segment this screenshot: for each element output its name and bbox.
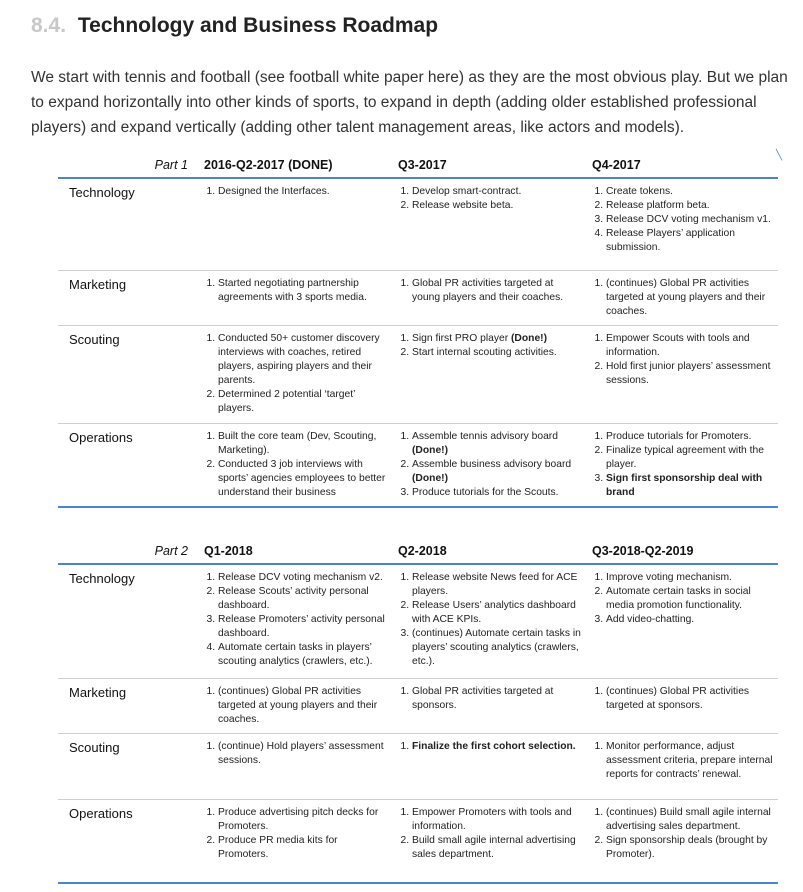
- task-text: Global PR activities targeted at young players and their coaches.: [412, 277, 564, 303]
- task-list: [398, 685, 582, 713]
- table-cell: [392, 325, 586, 423]
- task-item: [412, 806, 582, 834]
- task-item: [218, 185, 388, 199]
- task-text: Empower Promoters with tools and information.: [412, 806, 572, 832]
- task-text: (continues) Global PR activities targeted at young players and their coaches.: [606, 277, 766, 317]
- task-text: Release Scouts’ activity personal dashboard.: [218, 586, 369, 611]
- task-item: [606, 332, 774, 360]
- task-item: [412, 685, 582, 713]
- table-cell: [392, 564, 586, 678]
- task-item: [606, 213, 774, 227]
- task-text: (continues) Automate certain tasks in players’ scouting analytics (crawlers, etc.).: [412, 628, 581, 667]
- task-item: [606, 227, 774, 255]
- task-item: [218, 332, 388, 388]
- task-item: [218, 430, 388, 458]
- task-item: [412, 571, 582, 599]
- task-list: [398, 430, 582, 500]
- task-text: (continues) Global PR activities targeted at sponsors.: [606, 685, 750, 711]
- row-category: Scouting: [58, 733, 198, 799]
- task-text: Automate certain tasks in players’ scouting analytics (crawlers, etc.).: [218, 642, 373, 667]
- task-text: Finalize typical agreement with the player.: [606, 444, 764, 470]
- task-text-bold: Sign first sponsorship deal with brand: [606, 472, 763, 498]
- task-list: [592, 430, 774, 500]
- row-category: Operations: [58, 423, 198, 507]
- task-text: Monitor performance, adjust assessment criteria, prepare internal reports for contracts’ renewal.: [606, 740, 773, 780]
- task-text: Produce advertising pitch decks for Promoters.: [218, 806, 379, 832]
- task-text: Automate certain tasks in social media promotion functionality.: [606, 586, 751, 611]
- section-number: 8.4.: [31, 14, 67, 37]
- roadmap-table-part2: [58, 538, 778, 884]
- column-header: Q3-2018-Q2-2019: [586, 538, 778, 564]
- task-item: [412, 627, 582, 669]
- table-row: [58, 564, 778, 678]
- table-cell: [586, 270, 778, 325]
- task-list: [204, 571, 388, 669]
- task-list: [398, 185, 582, 213]
- table-cell: [392, 733, 586, 799]
- table-cell: [586, 733, 778, 799]
- task-text: Started negotiating partnership agreements with 3 sports media.: [218, 277, 367, 303]
- table-header-row: [58, 538, 778, 564]
- task-item: [218, 388, 388, 416]
- table-cell: [586, 564, 778, 678]
- task-item: [412, 199, 582, 213]
- task-text: Built the core team (Dev, Scouting, Marketing).: [218, 430, 377, 456]
- task-item: [606, 360, 774, 388]
- task-item: [606, 571, 774, 585]
- task-list: [204, 332, 388, 416]
- row-category: Technology: [58, 178, 198, 270]
- task-item: [412, 599, 582, 627]
- task-text: Release Players’ application submission.: [606, 228, 735, 253]
- row-category: Marketing: [58, 270, 198, 325]
- table-cell: [392, 678, 586, 733]
- intro-paragraph: [31, 65, 796, 140]
- task-text: Sign first PRO player: [412, 332, 511, 344]
- task-text: Hold first junior players’ assessment sessions.: [606, 360, 771, 386]
- task-text: (continue) Hold players’ assessment sessions.: [218, 740, 384, 766]
- task-list: [592, 806, 774, 862]
- table-cell: [586, 178, 778, 270]
- task-text: Start internal scouting activities.: [412, 346, 557, 358]
- task-list: [398, 332, 582, 360]
- task-item: [606, 740, 774, 782]
- task-text: Release platform beta.: [606, 200, 710, 211]
- row-category: Scouting: [58, 325, 198, 423]
- task-list: [398, 571, 582, 669]
- table-cell: [586, 423, 778, 507]
- task-item: [606, 806, 774, 834]
- task-text: Empower Scouts with tools and information.: [606, 332, 750, 358]
- row-category: Technology: [58, 564, 198, 678]
- table-row: [58, 270, 778, 325]
- task-item: [218, 834, 388, 862]
- task-list: [398, 740, 582, 754]
- task-item: [606, 277, 774, 319]
- task-text-bold: (Done!): [511, 332, 548, 344]
- table-row: [58, 678, 778, 733]
- task-text: Assemble tennis advisory board: [412, 430, 558, 442]
- task-item: [218, 685, 388, 727]
- task-text: Improve voting mechanism.: [606, 572, 732, 583]
- section-title: Technology and Business Roadmap: [77, 14, 439, 37]
- task-text: Release Promoters’ activity personal dashboard.: [218, 614, 385, 639]
- task-text: Develop smart-contract.: [412, 186, 522, 197]
- task-text: Assemble business advisory board: [412, 458, 572, 470]
- task-text: Release website News feed for ACE players.: [412, 572, 578, 597]
- task-list: [204, 740, 388, 768]
- task-text: Release DCV voting mechanism v2.: [218, 572, 383, 583]
- corner-mark-icon: ╲: [776, 150, 783, 161]
- task-text: Conducted 50+ customer discovery interviews with coaches, retired players, aspiring players and their parents.: [218, 332, 380, 386]
- task-list: [398, 806, 582, 862]
- task-item: [606, 834, 774, 862]
- table-cell: [392, 178, 586, 270]
- table-cell: [198, 678, 392, 733]
- task-text: Determined 2 potential ‘target’ players.: [218, 388, 355, 414]
- task-item: [218, 806, 388, 834]
- task-list: [204, 685, 388, 727]
- task-text-bold: (Done!): [412, 472, 449, 484]
- task-text: Produce tutorials for Promoters.: [606, 430, 752, 442]
- table-cell: [198, 325, 392, 423]
- task-item: [412, 458, 582, 486]
- task-item: [606, 613, 774, 627]
- column-header: 2016-Q2-2017 (DONE): [198, 152, 392, 178]
- table-row: [58, 325, 778, 423]
- table-row: [58, 733, 778, 799]
- task-text-bold: Finalize the first cohort selection.: [412, 740, 576, 752]
- task-item: [606, 199, 774, 213]
- table-cell: [392, 799, 586, 883]
- task-list: [204, 277, 388, 305]
- task-list: [204, 430, 388, 500]
- task-text: (continues) Global PR activities targeted at young players and their coaches.: [218, 685, 378, 725]
- task-item: [218, 571, 388, 585]
- column-header: Q4-2017: [586, 152, 778, 178]
- task-text: Release website beta.: [412, 200, 514, 211]
- task-list: [592, 277, 774, 319]
- table-cell: [198, 799, 392, 883]
- table-cell: [586, 325, 778, 423]
- task-item: [412, 185, 582, 199]
- column-header: Q1-2018: [198, 538, 392, 564]
- task-item: [412, 486, 582, 500]
- task-list: [204, 185, 388, 199]
- task-item: [606, 472, 774, 500]
- part-label: Part 1: [58, 152, 198, 178]
- task-text: Create tokens.: [606, 186, 673, 197]
- table-row: [58, 799, 778, 883]
- task-item: [412, 834, 582, 862]
- task-list: [592, 685, 774, 713]
- task-list: [398, 277, 582, 305]
- column-header: Q3-2017: [392, 152, 586, 178]
- task-item: [606, 430, 774, 444]
- task-text: Release DCV voting mechanism v1.: [606, 214, 771, 225]
- task-text: (continues) Build small agile internal advertising sales department.: [606, 806, 771, 832]
- task-item: [606, 585, 774, 613]
- table-header-row: [58, 152, 778, 178]
- task-item: [412, 740, 582, 754]
- section-heading: [31, 14, 438, 38]
- task-list: [592, 740, 774, 782]
- intro-text: We start with tennis and football (see football white paper here) as they are the most obvious play. But we plan to expand horizontally into other kinds of sports, to expand in depth (adding older established professional players) and expand vertically (adding other talent management areas, like actors and models).: [31, 69, 788, 136]
- task-item: [606, 185, 774, 199]
- table-row: [58, 423, 778, 507]
- task-text: Produce tutorials for the Scouts.: [412, 486, 559, 498]
- task-item: [218, 740, 388, 768]
- table-cell: [586, 678, 778, 733]
- task-list: [592, 185, 774, 255]
- task-list: [592, 571, 774, 627]
- task-text: Produce PR media kits for Promoters.: [218, 834, 338, 860]
- task-text: Add video-chatting.: [606, 614, 695, 625]
- task-text: Release Users’ analytics dashboard with ACE KPIs.: [412, 600, 576, 625]
- table-cell: [198, 733, 392, 799]
- task-item: [218, 613, 388, 641]
- part-label: Part 2: [58, 538, 198, 564]
- task-text: Global PR activities targeted at sponsors.: [412, 685, 554, 711]
- table-cell: [198, 423, 392, 507]
- task-item: [412, 346, 582, 360]
- table-cell: [198, 270, 392, 325]
- row-category: Operations: [58, 799, 198, 883]
- task-text-bold: (Done!): [412, 444, 449, 456]
- task-list: [204, 806, 388, 862]
- task-item: [218, 641, 388, 669]
- table-cell: [392, 423, 586, 507]
- task-item: [218, 277, 388, 305]
- task-text: Designed the Interfaces.: [218, 186, 330, 197]
- table-row: [58, 178, 778, 270]
- table-cell: [198, 564, 392, 678]
- task-item: [412, 332, 582, 346]
- task-item: [412, 430, 582, 458]
- roadmap-table-part1: [58, 152, 778, 508]
- column-header: Q2-2018: [392, 538, 586, 564]
- table-cell: [198, 178, 392, 270]
- task-item: [218, 458, 388, 500]
- task-list: [592, 332, 774, 388]
- task-item: [412, 277, 582, 305]
- task-item: [218, 585, 388, 613]
- task-text: Sign sponsorship deals (brought by Promoter).: [606, 834, 768, 860]
- task-text: Build small agile internal advertising sales department.: [412, 834, 576, 860]
- task-text: Conducted 3 job interviews with sports’ agencies employees to better understand their business: [218, 458, 386, 498]
- table-cell: [392, 270, 586, 325]
- task-item: [606, 444, 774, 472]
- row-category: Marketing: [58, 678, 198, 733]
- table-cell: [586, 799, 778, 883]
- task-item: [606, 685, 774, 713]
